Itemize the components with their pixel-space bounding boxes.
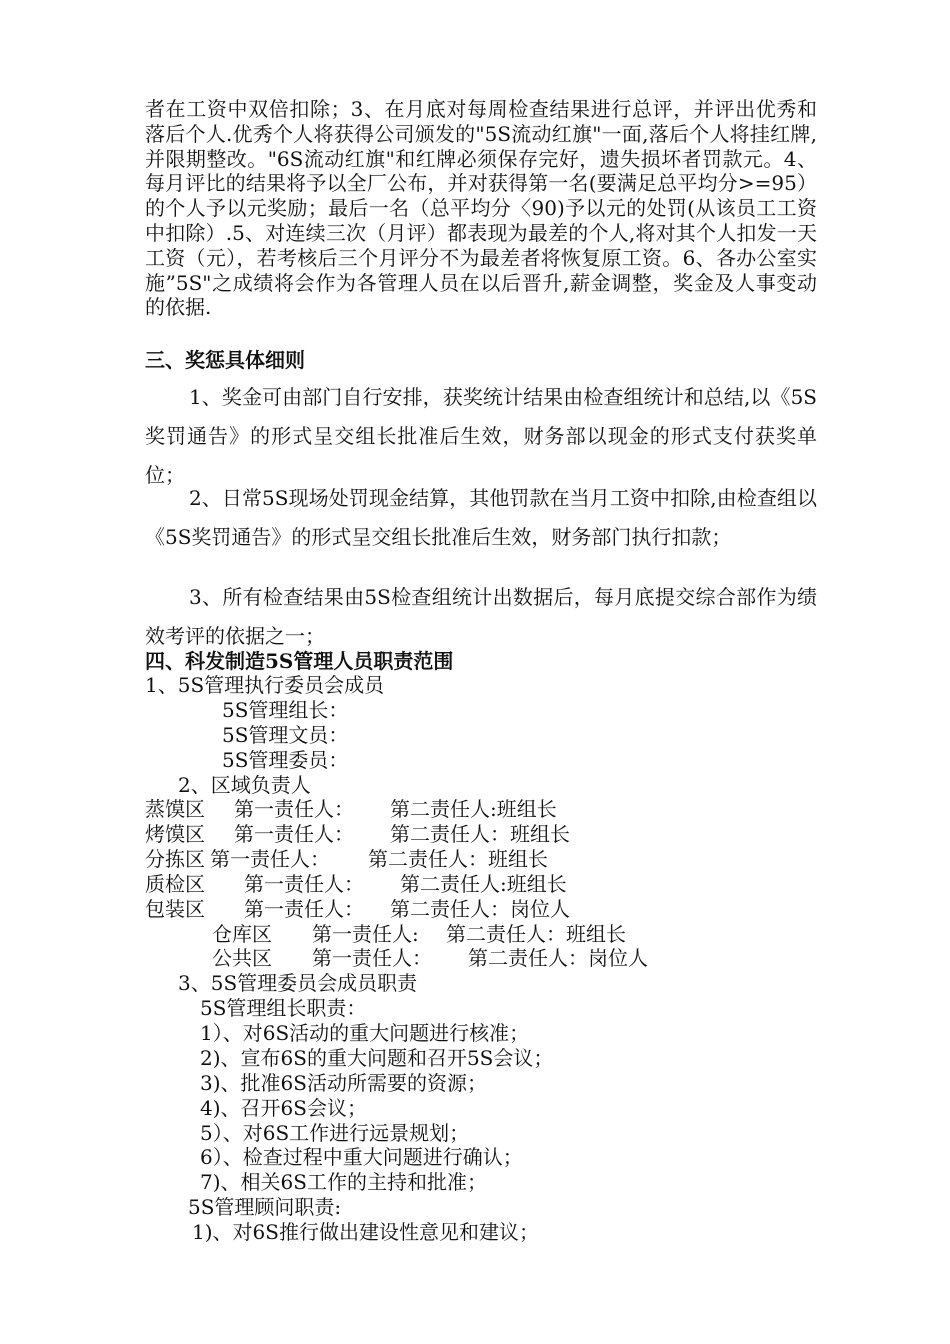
- area-second-person: 第二责任人：班组长: [446, 922, 626, 946]
- leader-duty-item: 3)、批准6S活动所需要的资源；: [200, 1071, 487, 1095]
- area-name: 包装区: [145, 897, 205, 921]
- role-clerk: 5S管理文员：: [222, 723, 349, 747]
- leader-duty-item: 6）、检查过程中重大问题进行确认；: [200, 1145, 523, 1169]
- subsection-3: 3、5S管理委员会成员职责: [178, 971, 418, 995]
- advisor-duties-title: 5S管理顾问职责:: [188, 1195, 342, 1219]
- rule-item-1: 1、奖金可由部门自行安排，获奖统计结果由检查组统计和总结,以《5S奖罚通告》的形式呈交组长批准后生效，财务部以现金的形式支付获奖单位；: [145, 385, 817, 487]
- leader-duty-item: 1）、对6S活动的重大问题进行核准；: [200, 1021, 530, 1045]
- subsection-1: 1、5S管理执行委员会成员: [145, 673, 385, 697]
- role-member: 5S管理委员：: [222, 748, 349, 772]
- role-leader: 5S管理组长：: [222, 698, 349, 722]
- area-first-person: 第一责任人：: [234, 797, 354, 821]
- area-name: 质检区: [145, 872, 205, 896]
- area-first-person: 第一责任人：: [234, 822, 354, 846]
- intro-paragraph: 者在工资中双倍扣除；3、在月底对每周检查结果进行总评，并评出优秀和落后个人.优秀个人将获得公司颁发的"5S流动红旗"一面,落后个人将挂红牌,并限期整改。"6S流动红旗"和红牌必须保存完好，遗失损坏者罚款元。4、每月评比的结果将予以全厂公布，并对获得第一名(要满足总平均分>=95）的个人予以元奖励；最后一名（总平均分〈90)予以元的处罚(从该员工工资中扣除）.5、对连续三次（月评）都表现为最差的个人,将对其个人扣发一天工资（元），若考核后三个月评分不为最差者将恢复原工资。6、各办公室实施”5S"之成绩将会作为各管理人员在以后晋升,薪金调整，奖金及人事变动的依据.: [145, 97, 817, 320]
- area-name: 分拣区: [145, 847, 205, 871]
- leader-duty-item: 5）、对6S工作进行远景规划；: [200, 1121, 470, 1145]
- area-name: 公共区: [212, 946, 272, 970]
- area-first-person: 第一责任人：: [210, 847, 330, 871]
- subsection-2: 2、区域负责人: [178, 773, 311, 797]
- area-first-person: 第一责任人:: [312, 922, 419, 946]
- section4-heading: 四、科发制造5S管理人员职责范围: [145, 649, 454, 673]
- area-second-person: 第二责任人：岗位人: [468, 946, 648, 970]
- area-second-person: 第二责任人:班组长: [400, 872, 567, 896]
- area-first-person: 第一责任人：: [312, 946, 432, 970]
- area-second-person: 第二责任人:班组长: [390, 797, 557, 821]
- area-second-person: 第二责任人：岗位人: [390, 897, 570, 921]
- rule-item-3: 3、所有检查结果由5S检查组统计出数据后，每月底提交综合部作为绩效考评的依据之一；: [145, 585, 817, 648]
- leader-duty-item: 7)、相关6S工作的主持和批准；: [200, 1170, 487, 1194]
- area-first-person: 第一责任人：: [244, 872, 364, 896]
- leader-duty-item: 4)、召开6S会议；: [200, 1096, 367, 1120]
- rule-item-2: 2、日常5S现场处罚现金结算，其他罚款在当月工资中扣除,由检查组以《5S奖罚通告》的形式呈交组长批准后生效，财务部门执行扣款；: [145, 486, 817, 549]
- section3-heading: 三、奖惩具体细则: [145, 348, 305, 372]
- area-name: 烤馍区: [145, 822, 205, 846]
- area-second-person: 第二责任人：班组长: [368, 847, 548, 871]
- leader-duties-title: 5S管理组长职责：: [200, 996, 367, 1020]
- leader-duty-item: 2)、宣布6S的重大问题和召开5S会议；: [200, 1046, 554, 1070]
- advisor-duty-item: 1)、对6S推行做出建设性意见和建议；: [192, 1220, 539, 1244]
- area-name: 蒸馍区: [145, 797, 205, 821]
- area-first-person: 第一责任人：: [244, 897, 364, 921]
- area-name: 仓库区: [212, 922, 272, 946]
- area-second-person: 第二责任人：班组长: [390, 822, 570, 846]
